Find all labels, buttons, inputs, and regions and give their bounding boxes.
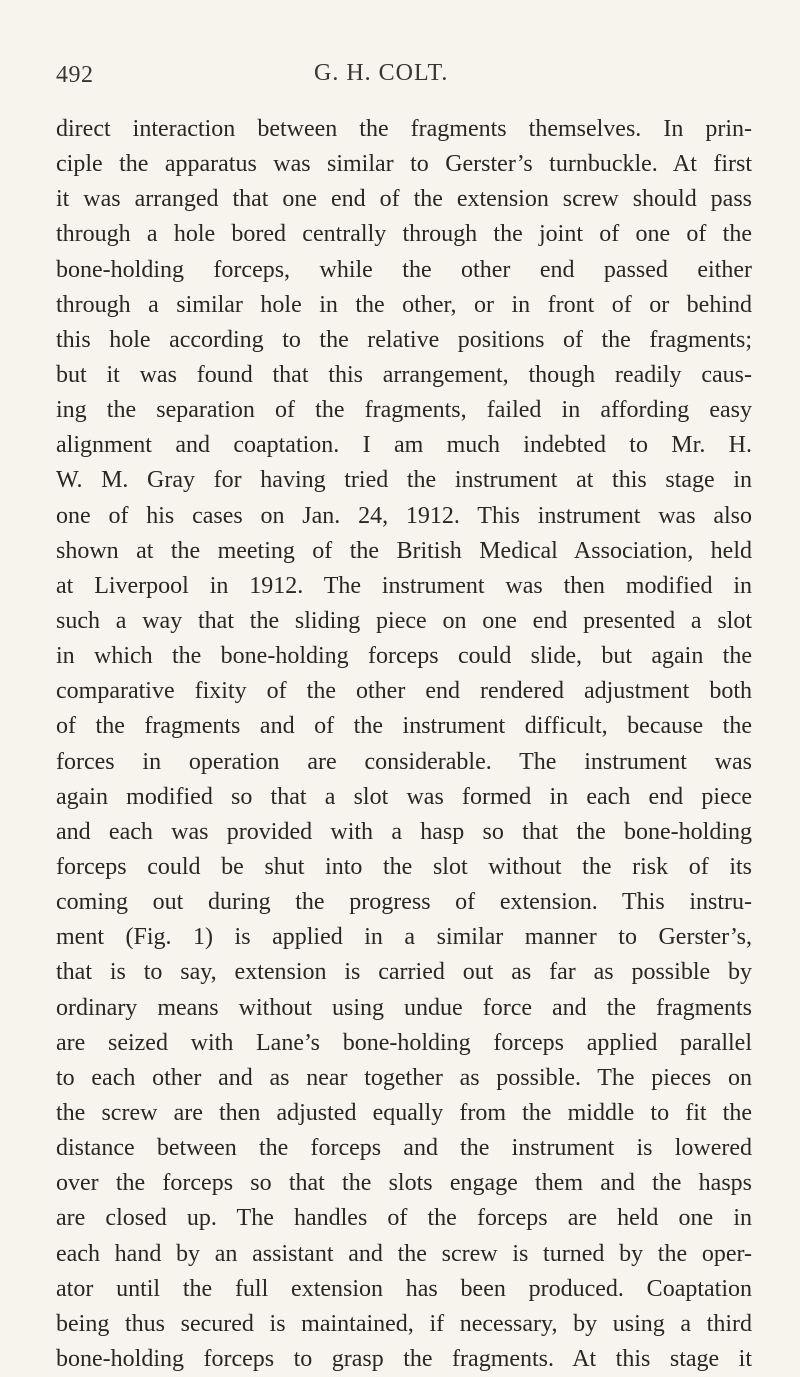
text-line: one of his cases on Jan. 24, 1912. This instrument was also <box>56 502 752 529</box>
page-number: 492 <box>56 62 94 88</box>
text-line: direct interaction between the fragments themselves. In prin- <box>56 116 752 142</box>
text-line: but it was found that this arrangement, though readily caus- <box>56 361 752 388</box>
text-line: W. M. Gray for having tried the instrument at this stage in <box>56 467 752 494</box>
running-title: G. H. COLT. <box>314 60 449 86</box>
text-line: are seized with Lane’s bone-holding forceps applied parallel <box>56 1029 752 1056</box>
text-line: alignment and coaptation. I am much indebted to Mr. H. <box>56 432 752 459</box>
text-line: bone-holding forceps to grasp the fragments. At this stage it <box>56 1345 752 1372</box>
text-line: over the forceps so that the slots engage them and the hasps <box>56 1170 752 1197</box>
text-line: are closed up. The handles of the forceps are held one in <box>56 1205 752 1232</box>
text-line: forces in operation are considerable. The instrument was <box>56 748 752 775</box>
body-paragraph <box>56 112 752 1377</box>
text-line: such a way that the sliding piece on one end presented a slot <box>56 607 752 634</box>
text-line: at Liverpool in 1912. The instrument was then modified in <box>56 572 752 599</box>
text-line: it was arranged that one end of the extension screw should pass <box>56 186 752 213</box>
text-line: coming out during the progress of extension. This instru- <box>56 889 752 916</box>
text-line: ator until the full extension has been produced. Coaptation <box>56 1275 752 1302</box>
text-line: each hand by an assistant and the screw is turned by the oper- <box>56 1240 752 1267</box>
text-line: bone-holding forceps, while the other end passed either <box>56 256 752 283</box>
text-line: ment (Fig. 1) is applied in a similar manner to Gerster’s, <box>56 924 752 951</box>
text-line: through a hole bored centrally through the joint of one of the <box>56 221 752 248</box>
text-line: this hole according to the relative positions of the fragments; <box>56 326 752 353</box>
text-line: ing the separation of the fragments, failed in affording easy <box>56 397 752 424</box>
text-line: being thus secured is maintained, if necessary, by using a third <box>56 1310 752 1337</box>
text-line: that is to say, extension is carried out as far as possible by <box>56 959 752 986</box>
text-line: distance between the forceps and the instrument is lowered <box>56 1135 752 1162</box>
text-line: to each other and as near together as possible. The pieces on <box>56 1064 752 1091</box>
text-line: of the fragments and of the instrument difficult, because the <box>56 713 752 740</box>
text-line: and each was provided with a hasp so that the bone-holding <box>56 818 752 845</box>
running-head <box>56 58 750 92</box>
text-line: in which the bone-holding forceps could slide, but again the <box>56 643 752 670</box>
text-line: forceps could be shut into the slot without the risk of its <box>56 853 752 880</box>
text-line: ordinary means without using undue force and the fragments <box>56 994 752 1021</box>
text-line: again modified so that a slot was formed in each end piece <box>56 783 752 810</box>
text-line: the screw are then adjusted equally from the middle to fit the <box>56 1099 752 1126</box>
text-line: through a similar hole in the other, or in front of or behind <box>56 291 752 318</box>
text-line: comparative fixity of the other end rendered adjustment both <box>56 678 752 705</box>
text-line: shown at the meeting of the British Medical Association, held <box>56 537 752 564</box>
text-line: ciple the apparatus was similar to Gerster’s turnbuckle. At first <box>56 151 752 178</box>
